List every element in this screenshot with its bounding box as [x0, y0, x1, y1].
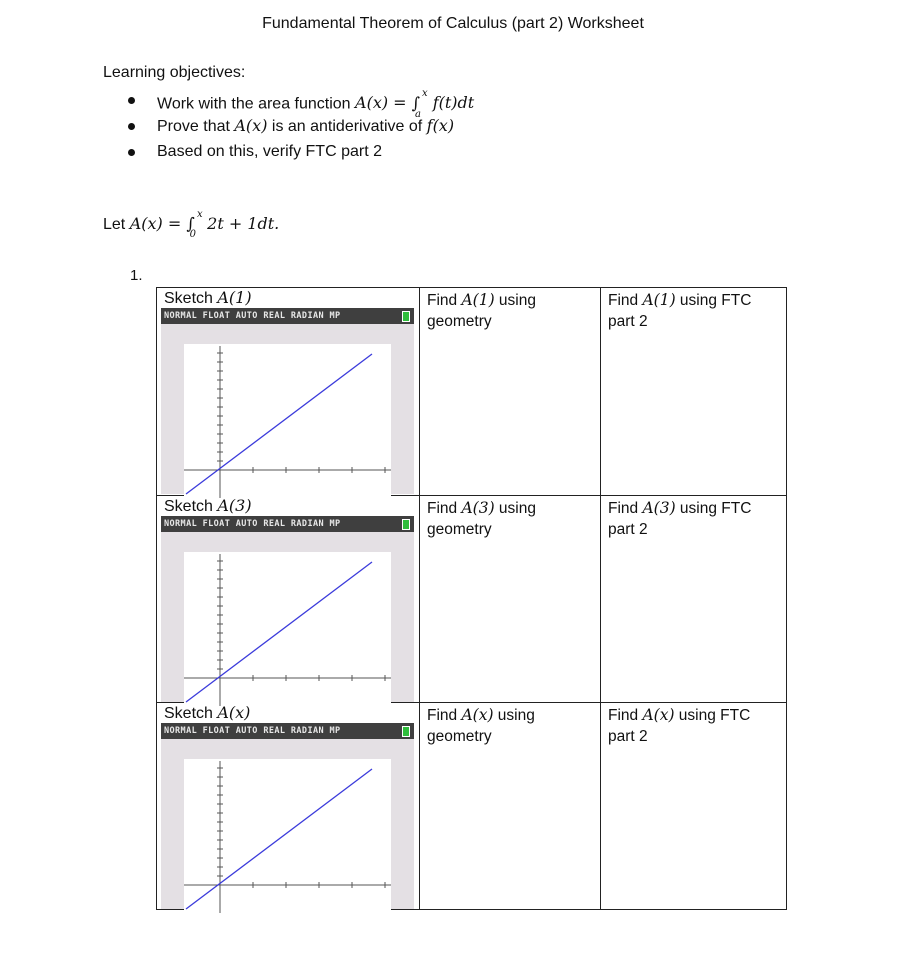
sketch-label: Sketch A(3): [164, 496, 252, 515]
function-line: [186, 354, 372, 494]
area-function-formula: $A(x) = \int_a^x$ f(t)dt: [355, 88, 475, 120]
graph-plot: [184, 552, 391, 706]
battery-icon: [402, 519, 410, 530]
calculator-status-bar: NORMAL FLOAT AUTO REAL RADIAN MP: [161, 308, 414, 324]
list-item: Work with the area function $A(x) = \int_a^x$ f(t)dt: [103, 90, 474, 116]
bullet-icon: [128, 123, 135, 130]
table-row: [157, 496, 787, 703]
sketch-cell[interactable]: [157, 703, 420, 910]
geometry-cell[interactable]: [420, 703, 601, 910]
page-title: Fundamental Theorem of Calculus (part 2) Worksheet: [262, 15, 644, 32]
geometry-prompt: Find A(x) using geometry: [427, 706, 535, 745]
geometry-prompt: Find A(1) using geometry: [427, 291, 536, 330]
geometry-cell[interactable]: [420, 288, 601, 496]
ftc-prompt: Find A(1) using FTC part 2: [608, 291, 752, 330]
calculator-screenshot: [161, 516, 414, 702]
calculator-screenshot: [161, 723, 414, 909]
table-row: [157, 703, 787, 910]
question-number: 1.: [130, 267, 143, 284]
bullet-icon: [128, 149, 135, 156]
learning-objectives-list: [103, 90, 474, 168]
calculator-status-bar: NORMAL FLOAT AUTO REAL RADIAN MP: [161, 516, 414, 532]
bullet-icon: [128, 97, 135, 104]
calculator-status-bar: NORMAL FLOAT AUTO REAL RADIAN MP: [161, 723, 414, 739]
function-line: [186, 769, 372, 909]
graph-plot: [184, 759, 391, 913]
ftc-prompt: Find A(x) using FTC part 2: [608, 706, 751, 745]
list-item: Prove that A(x) is an antiderivative of f(x): [103, 116, 474, 142]
graph-plot: [184, 344, 391, 498]
sketch-label: Sketch A(x): [164, 703, 251, 722]
calculator-screenshot: [161, 308, 414, 494]
let-statement: Let $A(x) = \int_0^x$ 2t + 1dt.: [103, 208, 280, 241]
ftc-prompt: Find A(3) using FTC part 2: [608, 499, 752, 538]
worksheet-table: [156, 287, 787, 910]
ftc-cell[interactable]: [601, 703, 787, 910]
ftc-cell[interactable]: [601, 496, 787, 703]
battery-icon: [402, 311, 410, 322]
ftc-cell[interactable]: [601, 288, 787, 496]
battery-icon: [402, 726, 410, 737]
list-item: Based on this, verify FTC part 2: [103, 142, 474, 168]
table-row: [157, 288, 787, 496]
function-line: [186, 562, 372, 702]
learning-objectives-heading: Learning objectives:: [103, 64, 246, 81]
geometry-prompt: Find A(3) using geometry: [427, 499, 536, 538]
sketch-cell[interactable]: [157, 288, 420, 496]
geometry-cell[interactable]: [420, 496, 601, 703]
sketch-cell[interactable]: [157, 496, 420, 703]
sketch-label: Sketch A(1): [164, 288, 252, 307]
